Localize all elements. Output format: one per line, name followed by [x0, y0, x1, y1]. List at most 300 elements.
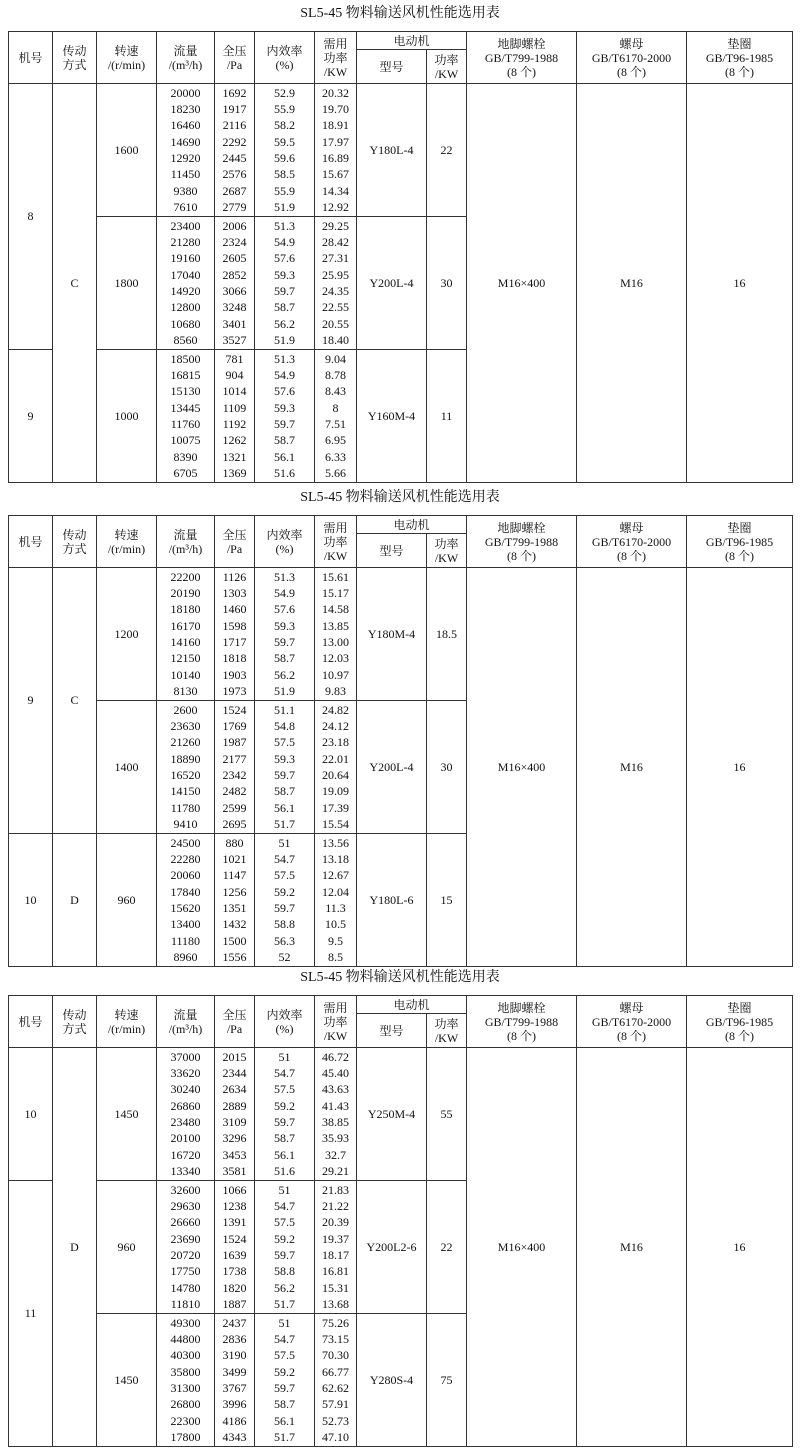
value: 27.31 — [322, 251, 349, 266]
cell-flow-values — [157, 1315, 214, 1445]
col-header-drive — [53, 32, 97, 84]
cell-motor-power: 55 — [427, 1048, 467, 1181]
cell-efficiency — [255, 1048, 315, 1181]
value: 59.7 — [274, 1381, 295, 1395]
value: 1818 — [222, 651, 247, 666]
cell-efficiency — [255, 1181, 315, 1314]
cell-power-required-values — [315, 1182, 356, 1312]
cell-nut: M16 — [577, 1048, 687, 1447]
cell-motor-model: Y180L-6 — [357, 834, 427, 967]
value: 52.9 — [274, 85, 295, 100]
cell-washer: 16 — [687, 568, 793, 967]
cell-speed: 1200 — [97, 568, 157, 701]
cell-pressure — [215, 568, 255, 701]
value: 1351 — [222, 901, 247, 915]
value: 10140 — [170, 667, 201, 682]
value: 29630 — [170, 1199, 201, 1214]
cell-pressure-values — [215, 85, 254, 215]
value: 2605 — [222, 251, 247, 266]
cell-motor-power: 30 — [427, 701, 467, 834]
value: 16170 — [170, 618, 201, 633]
table-title: SL5-45 物料输送风机性能选用表 — [300, 6, 500, 21]
value: 58.7 — [274, 433, 295, 448]
value: 21280 — [170, 235, 201, 250]
value: 1500 — [222, 933, 247, 948]
cell-pressure — [215, 1048, 255, 1181]
value: 59.3 — [274, 618, 295, 633]
value: 1369 — [222, 465, 247, 480]
value: 1598 — [222, 618, 247, 633]
value: 8390 — [173, 449, 198, 464]
cell-efficiency-values — [255, 1315, 314, 1445]
cell-machine-number: 11 — [9, 1181, 53, 1447]
value: 10680 — [170, 316, 201, 331]
value: 3453 — [222, 1147, 247, 1162]
cell-power-required — [315, 350, 357, 483]
header-line: 流量 — [173, 527, 198, 542]
value: 880 — [225, 835, 244, 850]
value: 1238 — [222, 1199, 247, 1214]
value: 904 — [225, 368, 244, 383]
header-line: 方式 — [62, 57, 87, 72]
value: 1769 — [222, 719, 247, 734]
col-header-anchor-bolt — [467, 32, 577, 84]
cell-flow — [157, 1314, 215, 1447]
cell-flow — [157, 834, 215, 967]
value: 54.9 — [274, 586, 295, 601]
col-header-washer — [687, 32, 793, 84]
value: 16720 — [170, 1147, 201, 1162]
cell-power-required-values — [315, 835, 356, 965]
cell-power-required — [315, 834, 357, 967]
cell-power-required — [315, 1314, 357, 1447]
cell-machine-number: 8 — [9, 84, 53, 350]
col-header-washer — [687, 516, 793, 568]
value: 7610 — [173, 199, 198, 214]
col-header-nut — [577, 996, 687, 1048]
header-line: GB/T799-1988 — [484, 534, 559, 549]
col-header-efficiency — [255, 516, 315, 568]
value: 13.85 — [322, 618, 349, 633]
header-line: 内效率 — [266, 43, 303, 58]
value: 2116 — [222, 118, 247, 133]
value: 1460 — [222, 602, 247, 617]
cell-pressure-values — [215, 702, 254, 832]
value: 17.39 — [322, 800, 349, 815]
value: 18.17 — [322, 1248, 349, 1262]
cell-motor-power: 22 — [427, 1181, 467, 1314]
value: 38.85 — [322, 1115, 349, 1129]
header-line: (8 个) — [725, 1028, 755, 1043]
cell-efficiency-values — [255, 85, 314, 215]
header-line: 垫圈 — [727, 520, 752, 535]
header-line: 内效率 — [266, 1007, 303, 1022]
cell-motor-power: 30 — [427, 217, 467, 350]
col-header-motor-model: 型号 — [357, 1014, 427, 1048]
cell-pressure-values — [215, 351, 254, 481]
value: 51.3 — [274, 218, 295, 233]
value: 2445 — [222, 151, 247, 165]
value: 45.40 — [322, 1066, 349, 1081]
value: 1391 — [222, 1215, 247, 1230]
value: 1256 — [222, 884, 247, 899]
value: 3581 — [222, 1163, 247, 1178]
value: 14920 — [170, 284, 201, 298]
value: 21260 — [170, 735, 201, 750]
col-header-power-required — [315, 516, 357, 568]
value: 1717 — [222, 635, 247, 649]
col-header-washer — [687, 996, 793, 1048]
cell-flow — [157, 350, 215, 483]
value: 57.5 — [274, 1215, 295, 1230]
value: 51 — [278, 1182, 291, 1197]
col-header-power-required — [315, 996, 357, 1048]
value: 23400 — [170, 218, 201, 233]
header-line: (%) — [275, 541, 294, 556]
header-line: 需用 — [323, 36, 348, 51]
value: 1639 — [222, 1248, 247, 1262]
header-line: 功率 — [434, 52, 459, 67]
value: 9.04 — [325, 351, 346, 366]
cell-machine-number: 10 — [9, 1048, 53, 1181]
value: 9.5 — [328, 933, 343, 948]
header-row — [9, 516, 793, 534]
cell-power-required-values — [315, 218, 356, 348]
col-header-anchor-bolt — [467, 516, 577, 568]
header-line: GB/T6170-2000 — [591, 1014, 672, 1029]
header-line: GB/T96-1985 — [705, 534, 774, 549]
value: 5.66 — [325, 465, 346, 480]
cell-motor-power: 18.5 — [427, 568, 467, 701]
value: 2292 — [222, 134, 247, 149]
value: 59.2 — [274, 1231, 295, 1246]
value: 19160 — [170, 251, 201, 266]
cell-efficiency-values — [255, 702, 314, 832]
value: 3296 — [222, 1131, 247, 1146]
value: 52.73 — [322, 1413, 349, 1428]
col-header-speed — [97, 32, 157, 84]
value: 16815 — [170, 368, 201, 383]
value: 17800 — [170, 1429, 201, 1444]
cell-motor-power: 22 — [427, 84, 467, 217]
value: 2634 — [222, 1082, 247, 1097]
cell-power-required-values — [315, 1315, 356, 1445]
value: 32600 — [170, 1182, 201, 1197]
value: 57.5 — [274, 1082, 295, 1097]
value: 1126 — [222, 569, 247, 584]
value: 8960 — [173, 949, 198, 964]
cell-power-required — [315, 1181, 357, 1314]
header-line: 传动 — [62, 1007, 87, 1022]
cell-flow-values — [157, 702, 214, 832]
header-line: (8 个) — [725, 548, 755, 563]
cell-motor-model: Y160M-4 — [357, 350, 427, 483]
value: 17840 — [170, 884, 201, 899]
cell-speed: 960 — [97, 1181, 157, 1314]
value: 3190 — [222, 1348, 247, 1363]
col-header-speed — [97, 516, 157, 568]
value: 54.8 — [274, 719, 295, 734]
value: 47.10 — [322, 1429, 349, 1444]
header-line: 转速 — [114, 43, 139, 58]
header-line: 需用 — [323, 1000, 348, 1015]
col-header-efficiency — [255, 996, 315, 1048]
cell-power-required — [315, 84, 357, 217]
value: 14150 — [170, 784, 201, 799]
cell-power-required-values — [315, 85, 356, 215]
header-line: (8 个) — [507, 548, 537, 563]
value: 16460 — [170, 118, 201, 133]
value: 56.3 — [274, 933, 295, 948]
header-line: 功率 — [323, 534, 348, 549]
col-header-motor-model: 型号 — [357, 50, 427, 84]
value: 1903 — [222, 667, 247, 682]
header-line: 功率 — [323, 1014, 348, 1029]
value: 16520 — [170, 768, 201, 782]
cell-drive-type: C — [53, 568, 97, 834]
header-line: 功率 — [434, 536, 459, 551]
value: 20000 — [170, 85, 201, 100]
value: 1147 — [222, 868, 247, 883]
header-line: 流量 — [173, 43, 198, 58]
header-line: 全压 — [222, 527, 247, 542]
cell-power-required-values — [315, 1049, 356, 1179]
value: 30240 — [170, 1082, 201, 1097]
value: 18890 — [170, 751, 201, 766]
value: 24.82 — [322, 702, 349, 717]
value: 12.67 — [322, 868, 349, 883]
value: 18230 — [170, 102, 201, 117]
cell-power-required-values — [315, 351, 356, 481]
value: 10.97 — [322, 667, 349, 682]
cell-flow-values — [157, 835, 214, 965]
cell-power-required-values — [315, 569, 356, 699]
cell-pressure — [215, 701, 255, 834]
col-header-pressure — [215, 996, 255, 1048]
value: 4343 — [222, 1429, 247, 1444]
value: 16.81 — [322, 1264, 349, 1279]
header-line: (8 个) — [507, 1028, 537, 1043]
header-line: /KW — [434, 66, 459, 81]
value: 21.22 — [322, 1199, 349, 1214]
col-header-motor-model: 型号 — [357, 534, 427, 568]
value: 3066 — [222, 284, 247, 298]
value: 19.70 — [322, 102, 349, 117]
value: 18180 — [170, 602, 201, 617]
value: 3401 — [222, 316, 247, 331]
value: 1524 — [222, 1231, 247, 1246]
value: 51.7 — [274, 1296, 295, 1311]
col-header-pressure — [215, 32, 255, 84]
cell-efficiency-values — [255, 351, 314, 481]
value: 11780 — [170, 800, 201, 815]
header-line: (8 个) — [725, 64, 755, 79]
value: 24.12 — [322, 719, 349, 734]
header-line: /Pa — [226, 1021, 243, 1036]
value: 59.3 — [274, 751, 295, 766]
value: 7.51 — [325, 417, 346, 431]
cell-efficiency — [255, 701, 315, 834]
cell-power-required — [315, 701, 357, 834]
value: 73.15 — [322, 1332, 349, 1347]
value: 59.7 — [274, 284, 295, 298]
value: 44800 — [170, 1332, 201, 1347]
header-line: 需用 — [323, 520, 348, 535]
value: 56.1 — [274, 449, 295, 464]
cell-speed: 1400 — [97, 701, 157, 834]
cell-efficiency — [255, 834, 315, 967]
value: 2015 — [222, 1049, 247, 1064]
col-header-pressure — [215, 516, 255, 568]
value: 25.95 — [322, 267, 349, 282]
value: 17040 — [170, 267, 201, 282]
cell-motor-power: 15 — [427, 834, 467, 967]
value: 18.40 — [322, 332, 349, 347]
value: 15.67 — [322, 167, 349, 182]
col-header-motor: 电动机 — [357, 32, 467, 50]
cell-pressure — [215, 217, 255, 350]
col-header-motor-power — [427, 534, 467, 568]
header-line: 内效率 — [266, 527, 303, 542]
header-line: 垫圈 — [727, 1000, 752, 1015]
cell-motor-power: 11 — [427, 350, 467, 483]
value: 2576 — [222, 167, 247, 182]
value: 59.2 — [274, 1098, 295, 1113]
header-line: GB/T6170-2000 — [591, 534, 672, 549]
cell-flow-values — [157, 218, 214, 348]
table-title: SL5-45 物料输送风机性能选用表 — [300, 970, 500, 985]
header-line: /(r/min) — [107, 541, 146, 556]
cell-efficiency — [255, 84, 315, 217]
header-line: /(m³/h) — [168, 541, 203, 556]
value: 12920 — [170, 151, 201, 165]
cell-motor-model: Y250M-4 — [357, 1048, 427, 1181]
value: 13.00 — [322, 635, 349, 649]
value: 59.2 — [274, 884, 295, 899]
value: 59.7 — [274, 768, 295, 782]
header-line: /(r/min) — [107, 57, 146, 72]
cell-efficiency — [255, 217, 315, 350]
header-line: GB/T6170-2000 — [591, 50, 672, 65]
header-line: 全压 — [222, 43, 247, 58]
value: 59.7 — [274, 1248, 295, 1262]
cell-power-required — [315, 1048, 357, 1181]
cell-speed: 960 — [97, 834, 157, 967]
cell-motor-model: Y200L-4 — [357, 217, 427, 350]
value: 15.61 — [322, 569, 349, 584]
cell-machine-number: 9 — [9, 350, 53, 483]
value: 58.7 — [274, 1397, 295, 1412]
value: 8.43 — [325, 384, 346, 399]
cell-motor-model: Y180M-4 — [357, 568, 427, 701]
cell-speed: 1450 — [97, 1314, 157, 1447]
cell-flow-values — [157, 85, 214, 215]
table-row — [9, 84, 793, 217]
cell-pressure-values — [215, 569, 254, 699]
value: 11760 — [170, 417, 201, 431]
value: 2600 — [173, 702, 198, 717]
header-line: 功率 — [434, 1016, 459, 1031]
value: 2482 — [222, 784, 247, 799]
header-line: /Pa — [226, 57, 243, 72]
value: 29.25 — [322, 218, 349, 233]
col-header-motor-power — [427, 1014, 467, 1048]
value: 59.6 — [274, 151, 295, 165]
cell-nut: M16 — [577, 84, 687, 483]
header-line: (8 个) — [617, 1028, 647, 1043]
value: 3248 — [222, 300, 247, 315]
cell-pressure — [215, 834, 255, 967]
value: 54.7 — [274, 852, 295, 867]
cell-pressure — [215, 84, 255, 217]
value: 13340 — [170, 1163, 201, 1178]
value: 51 — [278, 1049, 291, 1064]
header-line: /KW — [323, 548, 348, 563]
header-line: 流量 — [173, 1007, 198, 1022]
header-line: /(r/min) — [107, 1021, 146, 1036]
value: 14.34 — [322, 183, 349, 198]
value: 56.2 — [274, 667, 295, 682]
value: 18.91 — [322, 118, 349, 133]
cell-anchor-bolt: M16×400 — [467, 568, 577, 967]
value: 57.5 — [274, 1348, 295, 1363]
value: 1692 — [222, 85, 247, 100]
cell-efficiency-values — [255, 1182, 314, 1312]
cell-flow — [157, 568, 215, 701]
cell-speed: 1800 — [97, 217, 157, 350]
value: 1738 — [222, 1264, 247, 1279]
performance-table — [8, 31, 793, 483]
header-line: (%) — [275, 1021, 294, 1036]
value: 20.32 — [322, 85, 349, 100]
header-line: 地脚螺栓 — [497, 520, 546, 535]
value: 2344 — [222, 1066, 247, 1081]
value: 8 — [332, 400, 339, 415]
value: 12800 — [170, 300, 201, 315]
col-header-flow — [157, 32, 215, 84]
value: 58.7 — [274, 1131, 295, 1146]
cell-speed: 1450 — [97, 1048, 157, 1181]
value: 16.89 — [322, 151, 349, 165]
cell-pressure — [215, 1181, 255, 1314]
value: 11.3 — [325, 901, 346, 915]
value: 22.55 — [322, 300, 349, 315]
header-line: /KW — [323, 1028, 348, 1043]
value: 24.35 — [322, 284, 349, 298]
value: 9410 — [173, 816, 198, 831]
value: 12.03 — [322, 651, 349, 666]
performance-table — [8, 995, 793, 1447]
value: 9.83 — [325, 683, 346, 698]
header-line: /KW — [434, 550, 459, 565]
value: 51.7 — [274, 1429, 295, 1444]
cell-pressure-values — [215, 1315, 254, 1445]
value: 1066 — [222, 1182, 247, 1197]
value: 2695 — [222, 816, 247, 831]
value: 3767 — [222, 1381, 247, 1395]
value: 2836 — [222, 1332, 247, 1347]
value: 20.64 — [322, 768, 349, 782]
value: 51.1 — [274, 702, 295, 717]
value: 15620 — [170, 901, 201, 915]
cell-pressure-values — [215, 1049, 254, 1179]
cell-flow-values — [157, 1182, 214, 1312]
cell-anchor-bolt: M16×400 — [467, 84, 577, 483]
value: 19.09 — [322, 784, 349, 799]
value: 1524 — [222, 702, 247, 717]
value: 1192 — [222, 417, 247, 431]
value: 58.5 — [274, 167, 295, 182]
